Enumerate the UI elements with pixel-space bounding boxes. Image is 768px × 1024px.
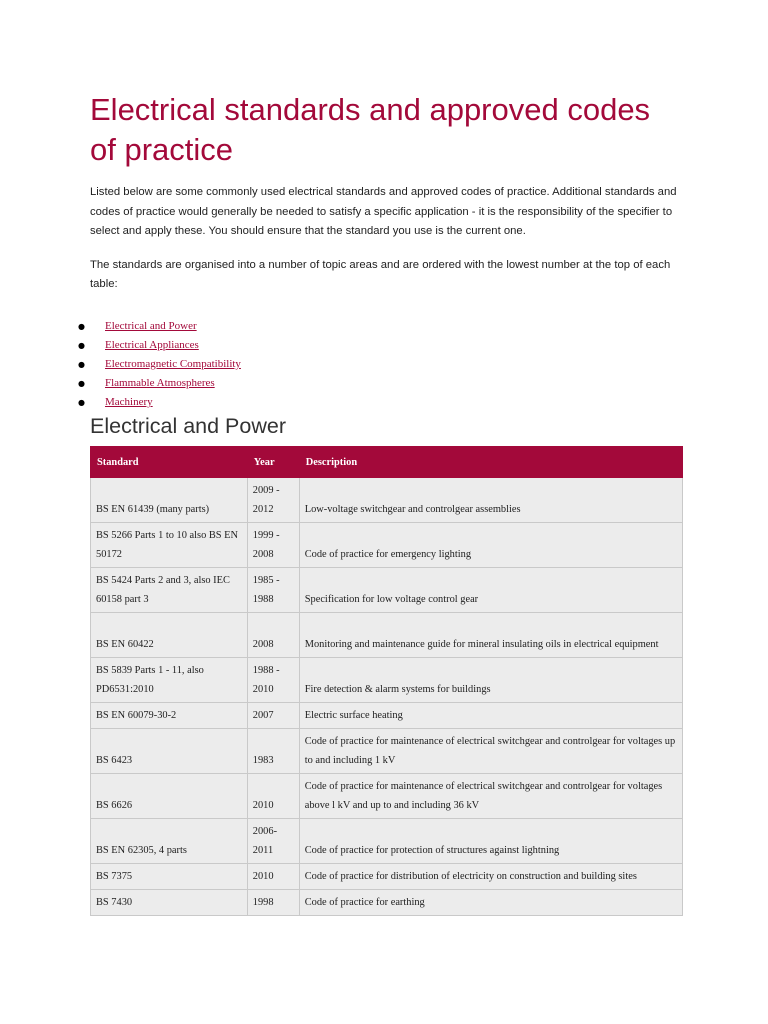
year-cell: 2008 xyxy=(247,613,299,658)
year-cell: 1999 - 2008 xyxy=(247,523,299,568)
description-cell: Code of practice for maintenance of electrical switchgear and controlgear for voltages above l kV and up to and including 36 kV xyxy=(299,774,682,819)
description-cell: Low-voltage switchgear and controlgear assemblies xyxy=(299,478,682,523)
year-cell: 2007 xyxy=(247,703,299,729)
standard-cell: BS 5424 Parts 2 and 3, also IEC 60158 part 3 xyxy=(91,568,248,613)
table-row xyxy=(91,658,683,703)
table-row xyxy=(91,703,683,729)
standard-cell: BS 6626 xyxy=(91,774,248,819)
year-cell: 2010 xyxy=(247,774,299,819)
description-cell: Code of practice for earthing xyxy=(299,890,682,916)
year-cell: 1988 - 2010 xyxy=(247,658,299,703)
standard-cell: BS 7375 xyxy=(91,864,248,890)
section-title: Electrical and Power xyxy=(90,414,286,439)
bullet-icon: ● xyxy=(78,379,85,389)
column-header-description: Description xyxy=(299,447,682,478)
standard-cell: BS EN 62305, 4 parts xyxy=(91,819,248,864)
table-row xyxy=(91,774,683,819)
table-header-row xyxy=(91,447,683,478)
table-row xyxy=(91,864,683,890)
standards-table xyxy=(90,446,683,916)
standard-cell: BS EN 61439 (many parts) xyxy=(91,478,248,523)
description-cell: Code of practice for protection of structures against lightning xyxy=(299,819,682,864)
table-row xyxy=(91,613,683,658)
description-cell: Code of practice for maintenance of electrical switchgear and controlgear for voltages up to and including 1 kV xyxy=(299,729,682,774)
description-cell: Electric surface heating xyxy=(299,703,682,729)
standard-cell: BS EN 60079-30-2 xyxy=(91,703,248,729)
topic-link-electrical-and-power[interactable]: Electrical and Power xyxy=(105,319,197,332)
standard-cell: BS 5266 Parts 1 to 10 also BS EN 50172 xyxy=(91,523,248,568)
topic-link-electromagnetic-compatibility[interactable]: Electromagnetic Compatibility xyxy=(105,357,241,370)
list-item xyxy=(78,395,682,414)
column-header-standard: Standard xyxy=(91,447,248,478)
ordering-note: The standards are organised into a number of topic areas and are ordered with the lowest number at the top of each table: xyxy=(90,258,671,290)
standard-cell: BS 6423 xyxy=(91,729,248,774)
bullet-icon: ● xyxy=(78,398,85,408)
document-page xyxy=(78,90,682,916)
list-item xyxy=(78,357,682,376)
standard-cell: BS EN 60422 xyxy=(91,613,248,658)
bullet-icon: ● xyxy=(78,359,85,369)
year-cell: 1998 xyxy=(247,890,299,916)
description-cell: Fire detection & alarm systems for buildings xyxy=(299,658,682,703)
bullet-icon: ● xyxy=(78,340,85,350)
column-header-year: Year xyxy=(247,447,299,478)
description-cell: Monitoring and maintenance guide for mineral insulating oils in electrical equipment xyxy=(299,613,682,658)
description-cell: Code of practice for emergency lighting xyxy=(299,523,682,568)
list-item xyxy=(78,319,682,338)
year-cell: 1985 - 1988 xyxy=(247,568,299,613)
topic-link-electrical-appliances[interactable]: Electrical Appliances xyxy=(105,338,199,351)
list-item xyxy=(78,338,682,357)
description-cell: Specification for low voltage control gear xyxy=(299,568,682,613)
topic-link-machinery[interactable]: Machinery xyxy=(105,396,153,409)
standard-cell: BS 5839 Parts 1 - 11, also PD6531:2010 xyxy=(91,658,248,703)
bullet-icon: ● xyxy=(78,321,85,331)
table-row xyxy=(91,478,683,523)
topic-list xyxy=(78,319,682,415)
year-cell: 2006-2011 xyxy=(247,819,299,864)
standard-cell: BS 7430 xyxy=(91,890,248,916)
page-title: Electrical standards and approved codes of practice xyxy=(90,92,651,167)
year-cell: 2010 xyxy=(247,864,299,890)
year-cell: 1983 xyxy=(247,729,299,774)
intro-paragraph: Listed below are some commonly used electrical standards and approved codes of practice. Additional standards and codes of practice would generally be needed to satisfy a specific application - it is the responsibility of the specifier to select and apply these. You should ensure that the standard you use is the current one. xyxy=(90,186,677,237)
topic-link-flammable-atmospheres[interactable]: Flammable Atmospheres xyxy=(105,377,215,390)
list-item xyxy=(78,376,682,395)
table-row xyxy=(91,819,683,864)
table-row xyxy=(91,729,683,774)
table-row xyxy=(91,568,683,613)
year-cell: 2009 - 2012 xyxy=(247,478,299,523)
table-row xyxy=(91,890,683,916)
description-cell: Code of practice for distribution of electricity on construction and building sites xyxy=(299,864,682,890)
table-row xyxy=(91,523,683,568)
